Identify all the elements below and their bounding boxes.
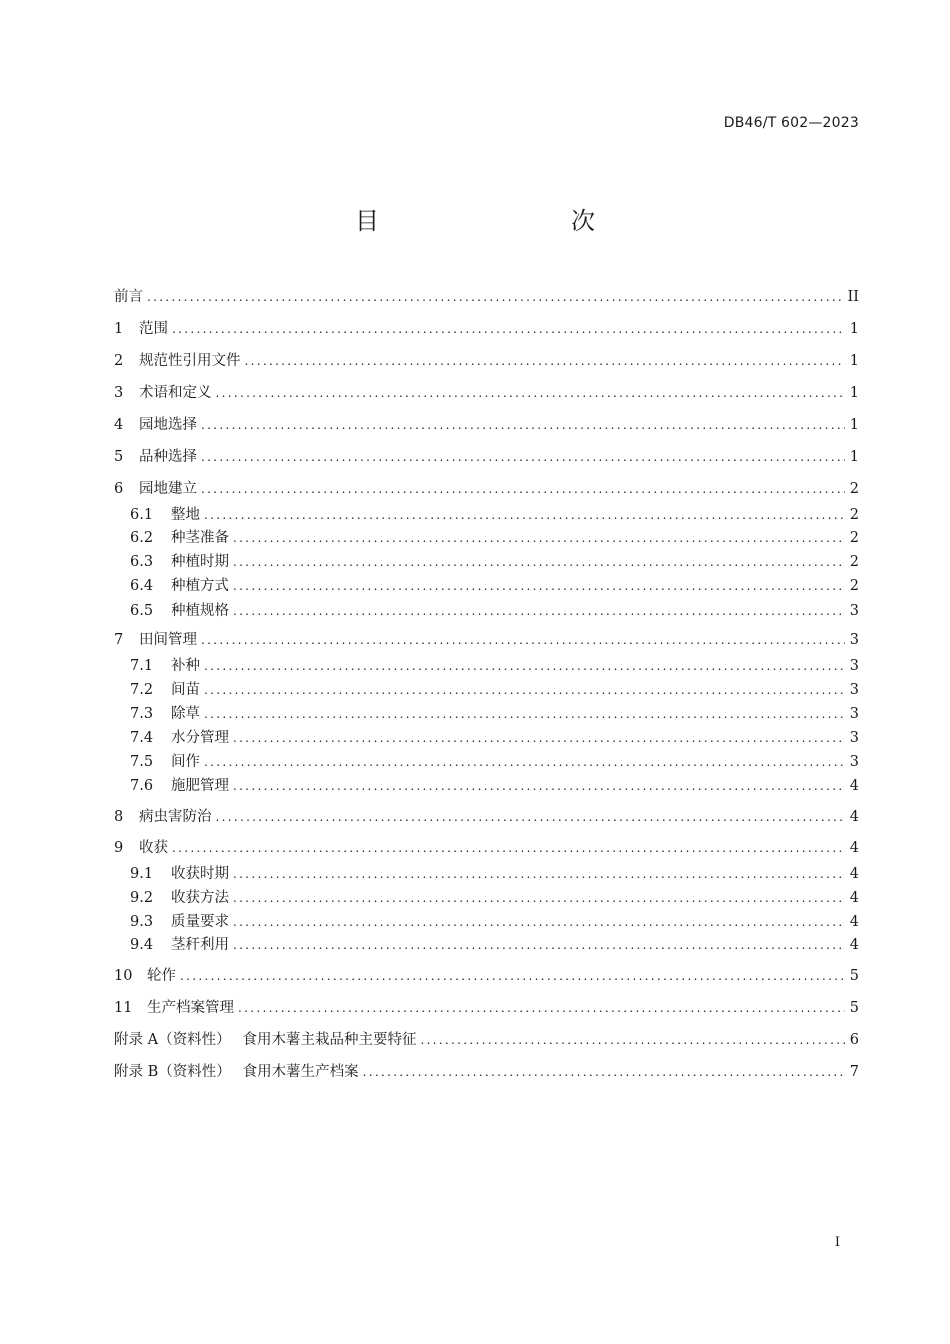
page-number: I [834,1235,840,1250]
toc-entry-label: 附录 A（资料性） 食用木薯主栽品种主要特征 [114,1032,417,1048]
toc-leader-dots [245,354,846,368]
toc-entry-page: 1 [849,353,859,369]
toc-entry-page: 5 [849,968,859,984]
toc-entry-page: 2 [849,481,859,497]
toc-entry[interactable] [114,1028,859,1052]
toc-entry-page: 3 [849,632,859,648]
toc-leader-dots [204,707,845,721]
toc-title: 目 次 [355,207,643,235]
toc-leader-dots [180,969,845,983]
toc-entry[interactable] [114,413,859,437]
toc-entry-label: 茎秆利用 [171,937,229,953]
toc-entry[interactable] [114,317,859,341]
toc-entry[interactable] [114,477,859,501]
toc-entry[interactable] [114,381,859,405]
toc-entry-number: 9.3 [130,914,154,930]
toc-entry-number: 9.4 [130,937,154,953]
toc-entry-number: 7.2 [130,682,154,698]
toc-entry-number: 6 [114,481,124,497]
toc-entry-label: 范围 [139,321,168,337]
toc-entry-number: 1 [114,321,124,337]
toc-entry-page: 3 [849,754,859,770]
toc-entry-number: 7.5 [130,754,154,770]
toc-entry[interactable] [114,750,859,774]
toc-entry-number: 9.2 [130,890,154,906]
toc-leader-dots [238,1001,845,1015]
toc-entry-number: 4 [114,417,124,433]
toc-leader-dots [363,1065,845,1079]
toc-entry[interactable] [114,503,859,527]
toc-entry-page: 2 [849,554,859,570]
toc-entry-page: 4 [849,914,859,930]
toc-leader-dots [204,755,845,769]
toc-leader-dots [204,659,845,673]
toc-entry[interactable] [114,574,859,598]
toc-entry[interactable] [114,805,859,829]
toc-entry[interactable] [114,702,859,726]
toc-leader-dots [233,779,845,793]
toc-entry-label: 种植规格 [171,603,229,619]
toc-entry[interactable] [114,285,859,309]
toc-entry[interactable] [114,964,859,988]
toc-entry-label: 品种选择 [139,449,197,465]
toc-leader-dots [204,508,845,522]
toc-leader-dots [201,482,845,496]
toc-entry[interactable] [114,678,859,702]
toc-entry-page: 3 [849,603,859,619]
toc-entry-page: 3 [849,682,859,698]
toc-entry-page: 2 [849,530,859,546]
toc-entry-label: 除草 [171,706,200,722]
toc-entry-label: 病虫害防治 [139,809,212,825]
toc-leader-dots [233,891,845,905]
toc-entry[interactable] [114,910,859,934]
toc-entry-number: 9 [114,840,124,856]
toc-entry-page: 3 [849,730,859,746]
toc-entry-label: 收获方法 [171,890,229,906]
toc-entry-number: 6.3 [130,554,154,570]
toc-entry-label: 整地 [171,507,200,523]
toc-leader-dots [172,322,845,336]
toc-entry-label: 质量要求 [171,914,229,930]
doc-code: DB46/T 602—2023 [723,115,859,131]
toc-entry-page: 7 [849,1064,859,1080]
toc-entry[interactable] [114,886,859,910]
toc-entry-number: 7.4 [130,730,154,746]
toc-entry-page: 4 [849,866,859,882]
toc-entry-label: 种茎准备 [171,530,229,546]
toc-entry-number: 7.1 [130,658,154,674]
toc-entry-page: 4 [849,890,859,906]
toc-entry-page: 6 [849,1032,859,1048]
toc-entry-label: 水分管理 [171,730,229,746]
toc-entry-label: 补种 [171,658,200,674]
toc-entry[interactable] [114,1060,859,1084]
toc-entry-page: 1 [849,449,859,465]
toc-entry-label: 园地建立 [139,481,197,497]
toc-entry-page: 4 [849,809,859,825]
toc-entry-number: 6.1 [130,507,154,523]
toc-entry-page: 3 [849,706,859,722]
toc-entry-number: 7 [114,632,124,648]
toc-entry-page: 1 [849,321,859,337]
toc-entry-label: 术语和定义 [139,385,212,401]
toc-entry-page: 2 [849,578,859,594]
toc-leader-dots [216,810,846,824]
toc-leader-dots [233,867,845,881]
toc-entry[interactable] [114,774,859,798]
toc-leader-dots [216,386,846,400]
toc-entry-label: 前言 [114,289,143,305]
toc-entry-page: II [847,289,859,305]
toc-leader-dots [233,531,845,545]
toc-entry-number: 7.3 [130,706,154,722]
toc-entry[interactable] [114,349,859,373]
toc-entry-page: 4 [849,840,859,856]
toc-entry-number: 9.1 [130,866,154,882]
toc-entry[interactable] [114,599,859,623]
toc-entry-page: 1 [849,385,859,401]
toc-entry-number: 2 [114,353,124,369]
toc-entry-label: 间苗 [171,682,200,698]
toc-entry-number: 6.2 [130,530,154,546]
toc-entry-label: 规范性引用文件 [139,353,241,369]
toc-entry-label: 收获时期 [171,866,229,882]
toc-leader-dots [233,604,845,618]
toc-entry[interactable] [114,862,859,886]
toc-leader-dots [201,450,845,464]
toc-entry-label: 种植方式 [171,578,229,594]
toc-leader-dots [233,915,845,929]
toc-entry-page: 3 [849,658,859,674]
toc-entry[interactable] [114,996,859,1020]
toc-entry-label: 施肥管理 [171,778,229,794]
toc-leader-dots [233,579,845,593]
toc-leader-dots [172,841,845,855]
toc-entry-label: 轮作 [147,968,176,984]
toc-entry[interactable] [114,654,859,678]
toc-leader-dots [204,683,845,697]
toc-entry[interactable] [114,726,859,750]
toc-entry-number: 6.5 [130,603,154,619]
toc-entry-label: 生产档案管理 [147,1000,234,1016]
toc-entry[interactable] [114,933,859,957]
toc-leader-dots [201,418,845,432]
toc-entry-label: 种植时期 [171,554,229,570]
toc-entry-number: 7.6 [130,778,154,794]
toc-entry-label: 附录 B（资料性） 食用木薯生产档案 [114,1064,359,1080]
toc-entry[interactable] [114,550,859,574]
toc-entry-number: 5 [114,449,124,465]
toc-leader-dots [233,555,845,569]
toc-leader-dots [201,633,845,647]
toc-entry-page: 1 [849,417,859,433]
toc-entry-page: 4 [849,778,859,794]
toc-entry-label: 收获 [139,840,168,856]
toc-entry-label: 间作 [171,754,200,770]
toc-leader-dots [147,290,844,304]
toc-entry[interactable] [114,526,859,550]
toc-entry[interactable] [114,836,859,860]
toc-entry-label: 田间管理 [139,632,197,648]
toc-entry-label: 园地选择 [139,417,197,433]
toc-entry[interactable] [114,445,859,469]
toc-entry-number: 10 [114,968,133,984]
toc-leader-dots [233,938,845,952]
toc-entry-number: 11 [114,1000,133,1016]
toc-entry-number: 6.4 [130,578,154,594]
toc-leader-dots [420,1033,845,1047]
toc-entry-page: 2 [849,507,859,523]
toc-leader-dots [233,731,845,745]
toc-entry-number: 3 [114,385,124,401]
toc-entry-number: 8 [114,809,124,825]
toc-entry-page: 5 [849,1000,859,1016]
toc-entry[interactable] [114,628,859,652]
toc-entry-page: 4 [849,937,859,953]
